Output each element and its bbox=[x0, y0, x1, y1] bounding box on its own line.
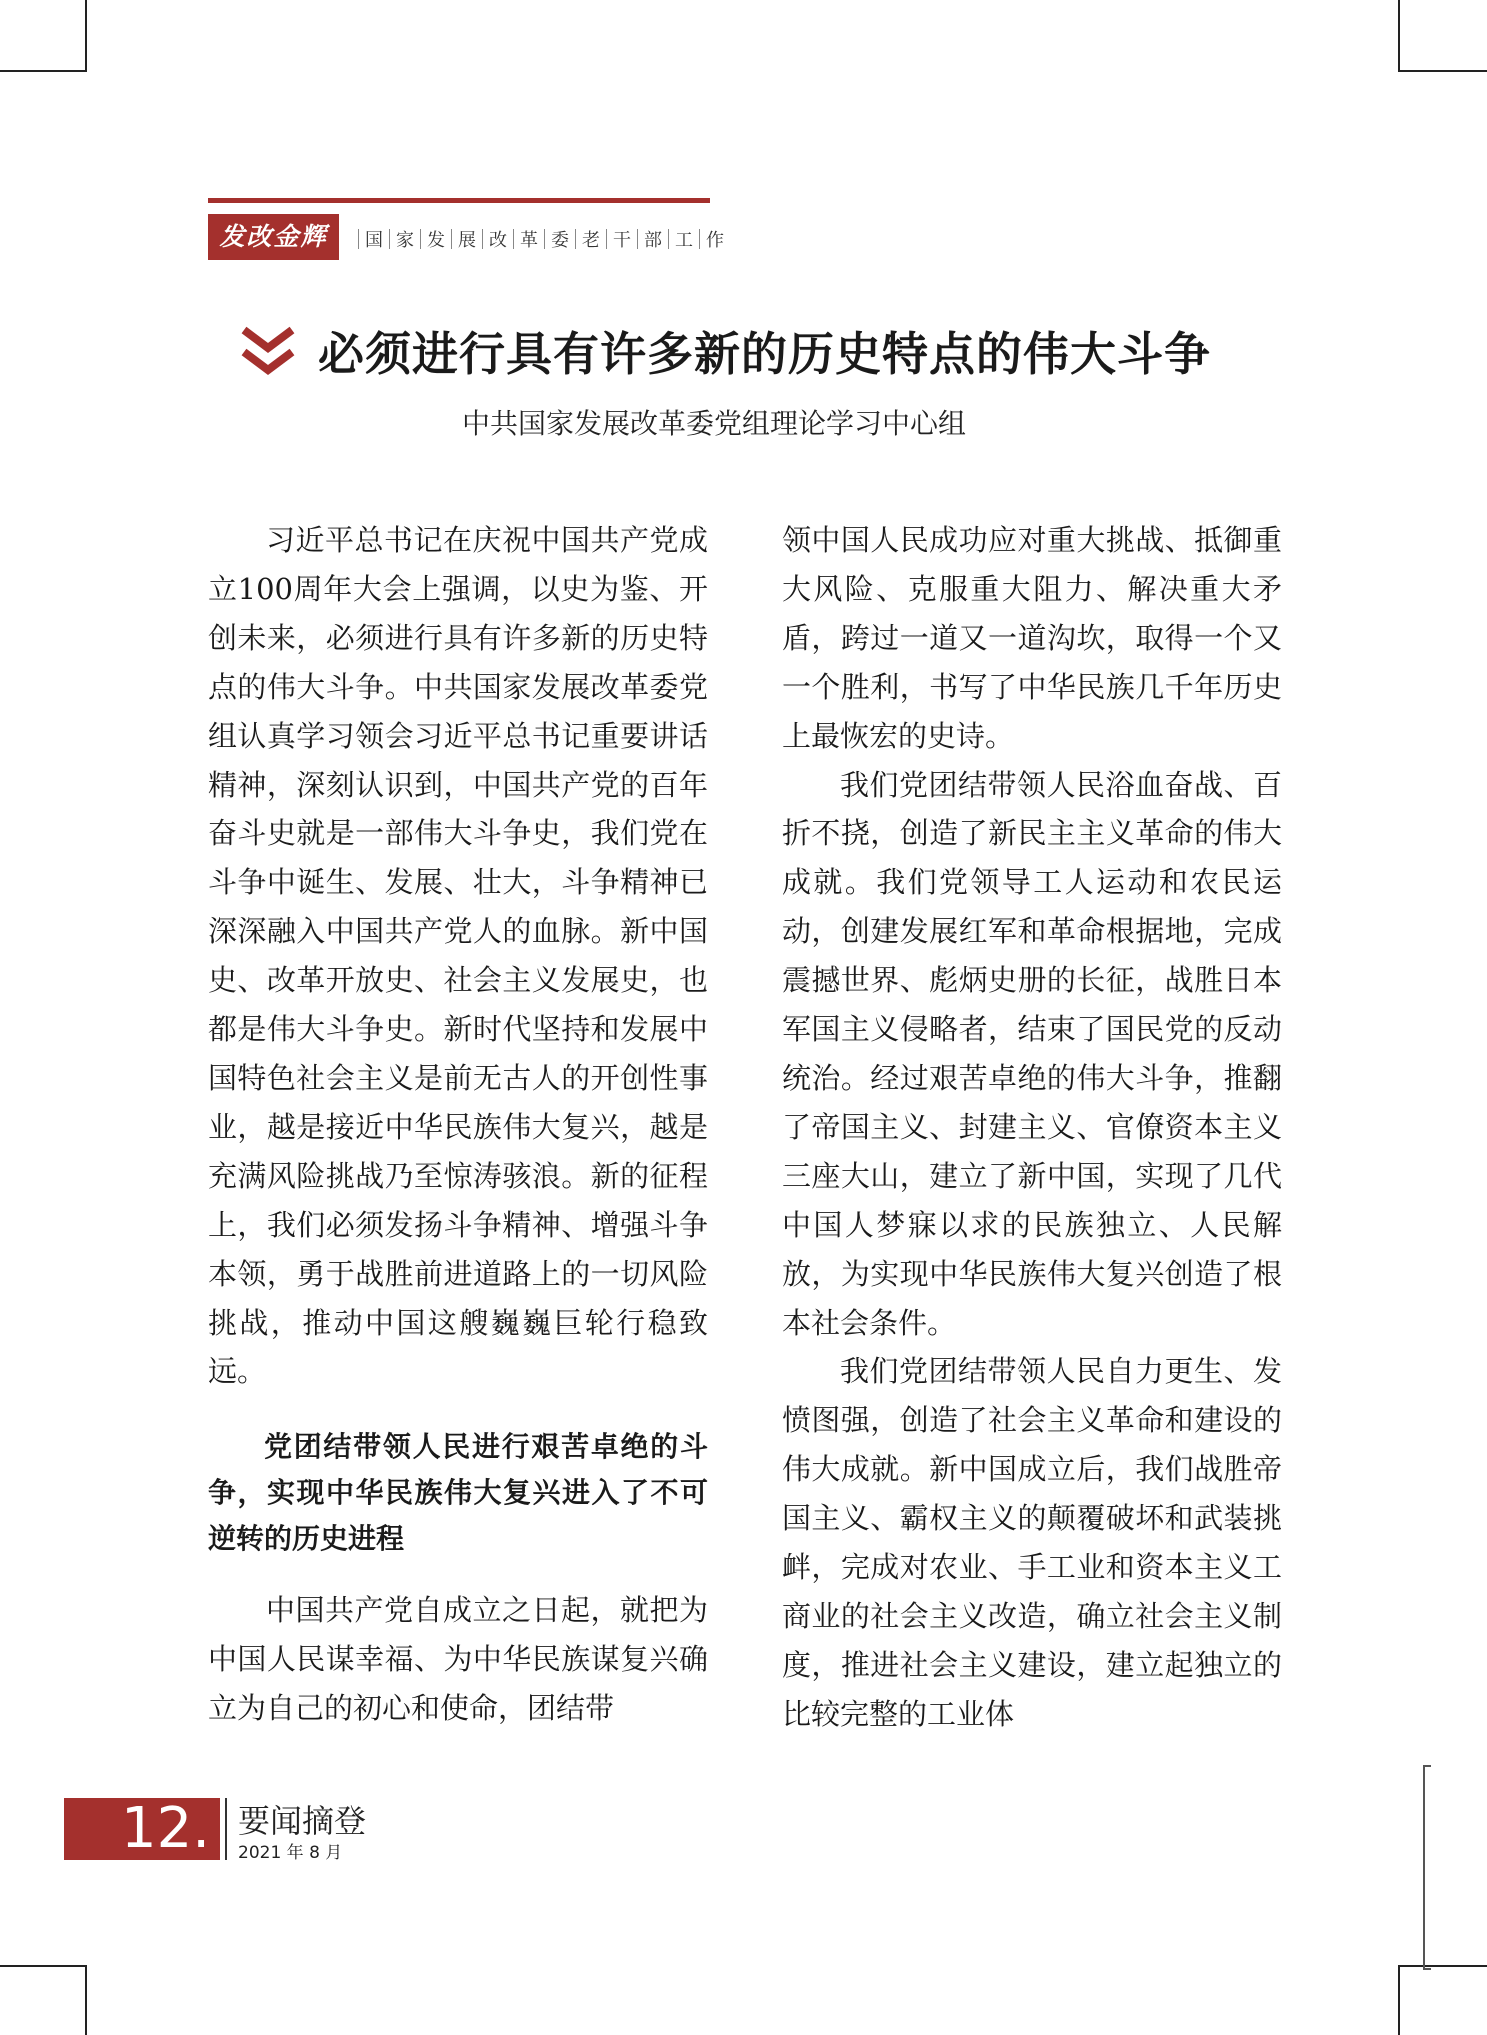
crop-mark-bottom-left-h bbox=[0, 1965, 87, 1967]
crop-mark-bottom-right-v bbox=[1398, 1965, 1400, 2035]
left-column bbox=[208, 516, 708, 1733]
crop-mark-bottom-left-v bbox=[85, 1965, 87, 2035]
header-separator bbox=[544, 229, 545, 249]
page-number: 12. bbox=[64, 1798, 220, 1860]
header-separator bbox=[451, 229, 452, 249]
header-separator bbox=[606, 229, 607, 249]
crop-mark-top-left-h bbox=[0, 70, 87, 72]
header-section-char: 家 bbox=[396, 230, 414, 251]
article-title: 必须进行具有许多新的历史特点的伟大斗争 bbox=[318, 327, 1211, 381]
header-separator bbox=[699, 229, 700, 249]
header-section-char: 部 bbox=[644, 230, 662, 251]
body-paragraph: 我们党团结带领人民浴血奋战、百折不挠，创造了新民主主义革命的伟大成就。我们党领导工人运动和农民运动，创建发展红军和革命根据地，完成震撼世界、彪炳史册的长征，战胜日本军国主义侵略者，结束了国民党的反动统治。经过艰苦卓绝的伟大斗争，推翻了帝国主义、封建主义、官僚资本主义三座大山，建立了新中国，实现了几代中国人梦寐以求的民族独立、人民解放，为实现中华民族伟大复兴创造了根本社会条件。 bbox=[782, 767, 1282, 1340]
header-separator bbox=[420, 229, 421, 249]
header-section-char: 老 bbox=[582, 230, 600, 251]
body-paragraph: 习近平总书记在庆祝中国共产党成立100周年大会上强调，以史为鉴、开创未来，必须进行具有许多新的历史特点的伟大斗争。中共国家发展改革委党组认真学习领会习近平总书记重要讲话精神，深刻认识到，中国共产党的百年奋斗史就是一部伟大斗争史，我们党在斗争中诞生、发展、壮大，斗争精神已深深融入中国共产党人的血脉。新中国史、改革开放史、社会主义发展史，也都是伟大斗争史。新时代坚持和发展中国特色社会主义是前无古人的开创性事业，越是接近中华民族伟大复兴，越是充满风险挑战乃至惊涛骇浪。新的征程上，我们必须发扬斗争精神、增强斗争本领，勇于战胜前进道路上的一切风险挑战，推动中国这艘巍巍巨轮行稳致远。 bbox=[208, 523, 708, 1389]
issue-date: 2021 年 8 月 bbox=[238, 1843, 343, 1863]
header-separator bbox=[575, 229, 576, 249]
crop-mark-top-right-h bbox=[1398, 70, 1487, 72]
header-rule bbox=[208, 198, 710, 203]
section-heading: 党团结带领人民进行艰苦卓绝的斗争，实现中华民族伟大复兴进入了不可逆转的历史进程 bbox=[208, 1430, 708, 1556]
right-column bbox=[782, 516, 1282, 1739]
header-section-char: 干 bbox=[613, 230, 631, 251]
header-section-char: 发 bbox=[427, 230, 445, 251]
crop-mark-top-left-v bbox=[85, 0, 87, 70]
header-separator bbox=[513, 229, 514, 249]
header-separator bbox=[358, 229, 359, 249]
body-paragraph: 中国共产党自成立之日起，就把为中国人民谋幸福、为中华民族谋复兴确立为自己的初心和使命，团结带 bbox=[208, 1593, 708, 1726]
header-section-char: 工 bbox=[675, 230, 693, 251]
header-section-char: 作 bbox=[706, 230, 724, 251]
folio-divider bbox=[225, 1798, 227, 1860]
header-separator bbox=[668, 229, 669, 249]
header-separator bbox=[637, 229, 638, 249]
header-section-char: 委 bbox=[551, 230, 569, 251]
header-logo: 发改金辉 bbox=[208, 214, 339, 260]
side-bracket bbox=[1423, 1765, 1431, 1970]
header-section-char: 展 bbox=[458, 230, 476, 251]
crop-mark-bottom-right-h bbox=[1398, 1965, 1487, 1967]
header-section-label bbox=[352, 226, 724, 252]
article-byline: 中共国家发展改革委党组理论学习中心组 bbox=[462, 407, 967, 440]
header-section-char: 改 bbox=[489, 230, 507, 251]
header-section-char: 革 bbox=[520, 230, 538, 251]
magazine-name: 要闻摘登 bbox=[238, 1802, 367, 1840]
body-paragraph: 我们党团结带领人民自力更生、发愤图强，创造了社会主义革命和建设的伟大成就。新中国成立后，我们战胜帝国主义、霸权主义的颠覆破坏和武装挑衅，完成对农业、手工业和资本主义工商业的社会主义改造，确立社会主义制度，推进社会主义建设，建立起独立的比较完整的工业体 bbox=[782, 1354, 1282, 1731]
header-section-char: 国 bbox=[365, 230, 383, 251]
header-separator bbox=[482, 229, 483, 249]
crop-mark-top-right-v bbox=[1398, 0, 1400, 70]
body-paragraph: 领中国人民成功应对重大挑战、抵御重大风险、克服重大阻力、解决重大矛盾，跨过一道又一道沟坎，取得一个又一个胜利，书写了中华民族几千年历史上最恢宏的史诗。 bbox=[782, 523, 1282, 753]
header-separator bbox=[389, 229, 390, 249]
double-chevron-icon bbox=[240, 326, 296, 376]
